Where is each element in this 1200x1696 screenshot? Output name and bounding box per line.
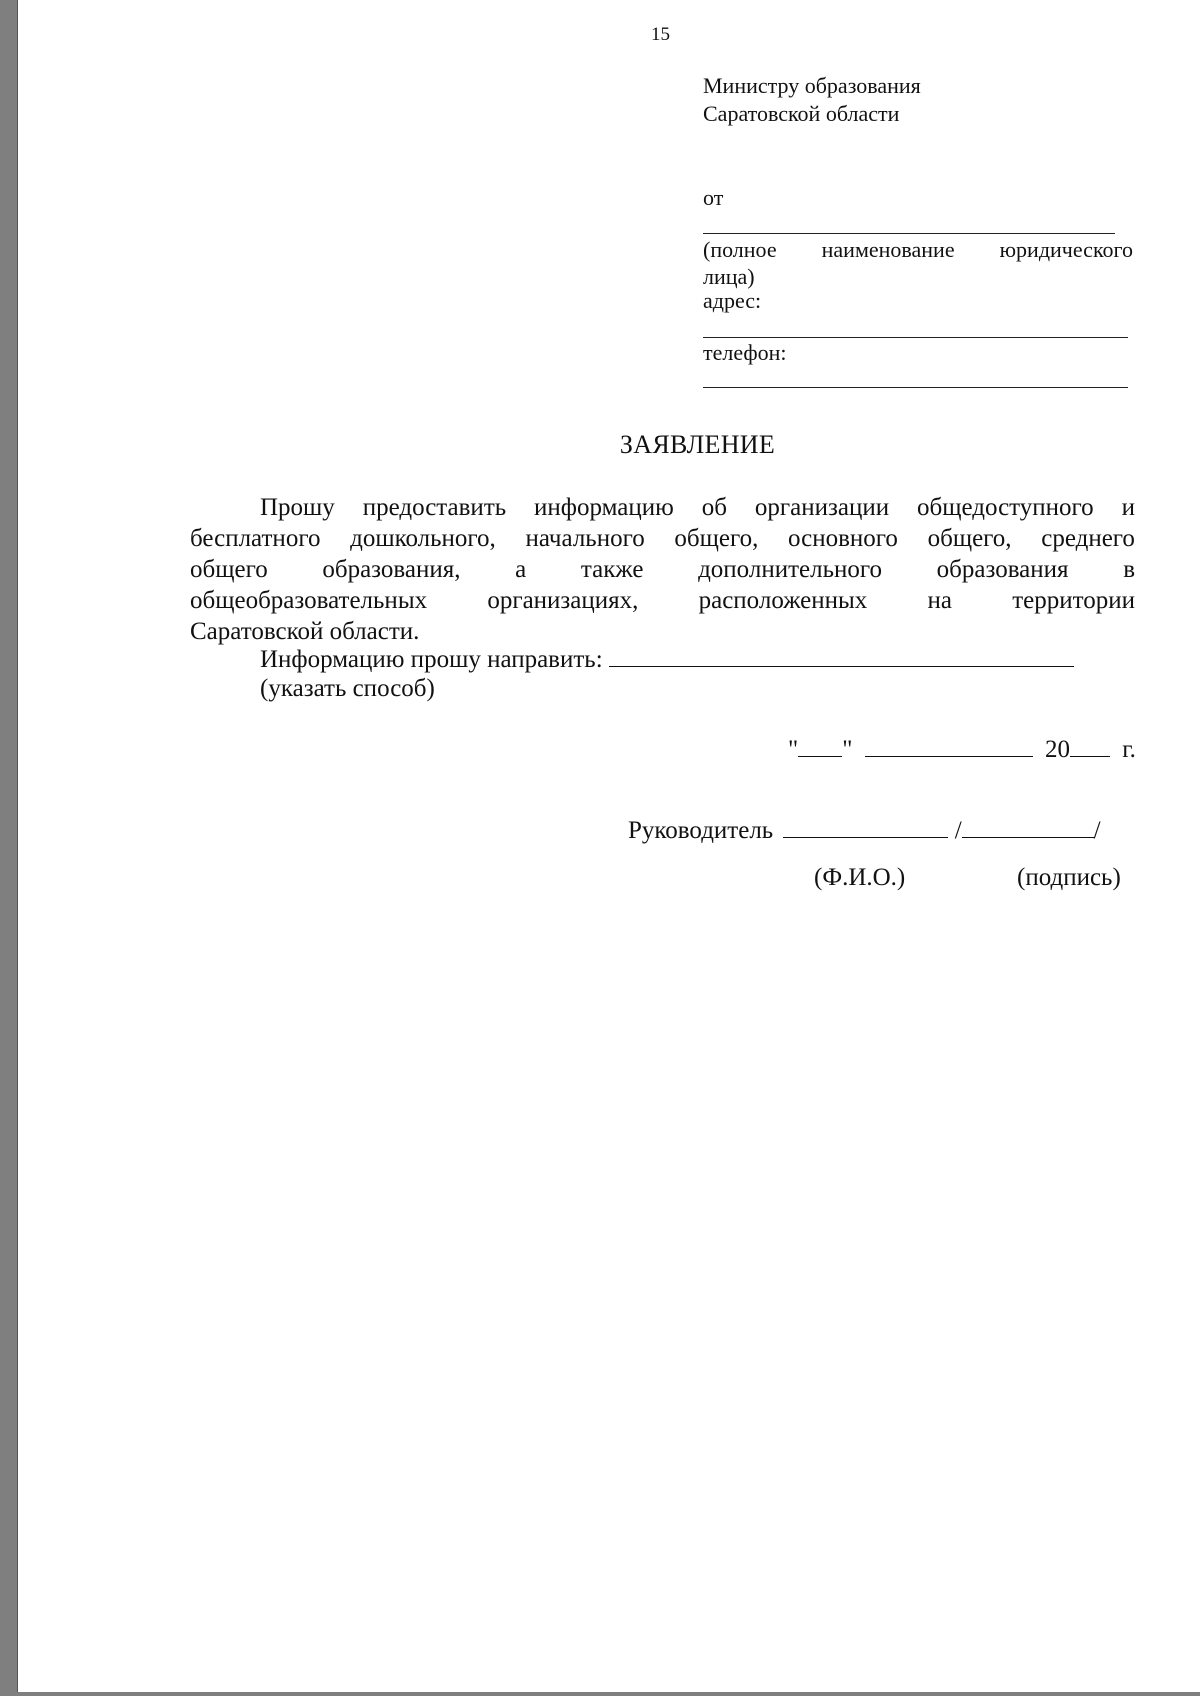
slash: / xyxy=(954,817,962,844)
word: информацию xyxy=(534,494,674,521)
send-method-hint: (указать способ) xyxy=(260,675,435,702)
word: а xyxy=(515,556,527,583)
year-suffix: г. xyxy=(1122,736,1136,763)
sign-hint: (подпись) xyxy=(1017,864,1121,891)
paragraph-line xyxy=(190,585,1135,616)
hint-word: наименование xyxy=(821,237,955,262)
send-method-label: Информацию прошу направить: xyxy=(260,646,603,673)
paragraph-line xyxy=(190,492,1135,523)
paragraph-line xyxy=(190,523,1135,554)
request-paragraph xyxy=(190,492,1135,647)
word: общего, xyxy=(674,525,759,552)
word: и xyxy=(1121,494,1135,521)
word: об xyxy=(701,494,727,521)
quote-open: " xyxy=(788,736,799,763)
word: среднего xyxy=(1041,525,1135,552)
day-blank xyxy=(798,734,842,757)
from-name-hint xyxy=(703,236,1133,290)
word: основного xyxy=(788,525,898,552)
word: Саратовской области. xyxy=(190,618,420,645)
address-label: адрес: xyxy=(703,288,762,313)
word: территории xyxy=(1012,587,1135,614)
document-title: ЗАЯВЛЕНИЕ xyxy=(619,430,776,459)
recipient-line-2: Саратовской области xyxy=(703,101,900,126)
sign-blank xyxy=(962,815,1094,838)
paragraph-line xyxy=(190,554,1135,585)
word: расположенных xyxy=(698,587,868,614)
phone-blank xyxy=(703,387,1128,388)
word: образования, xyxy=(322,556,461,583)
slash: / xyxy=(1093,817,1101,844)
word: также xyxy=(580,556,644,583)
word: Прошу xyxy=(260,494,335,521)
fio-hint: (Ф.И.О.) xyxy=(814,864,906,891)
word: общего xyxy=(190,556,268,583)
phone-label: телефон: xyxy=(703,340,787,365)
hint-tail: лица) xyxy=(703,264,755,289)
year-prefix: 20 xyxy=(1044,736,1070,763)
page-number: 15 xyxy=(651,24,670,45)
hint-word: юридического xyxy=(999,237,1133,262)
signature-row xyxy=(628,815,1101,845)
word: дошкольного, xyxy=(350,525,496,552)
word: общедоступного xyxy=(916,494,1094,521)
send-method-row xyxy=(260,644,1074,674)
hint-word: (полное xyxy=(703,237,777,262)
word: начального xyxy=(525,525,645,552)
word: организациях, xyxy=(487,587,639,614)
address-blank xyxy=(703,337,1128,338)
from-label: от xyxy=(703,185,724,210)
word: на xyxy=(927,587,952,614)
quote-close: " xyxy=(842,736,853,763)
date-row xyxy=(788,734,1136,764)
month-blank xyxy=(865,734,1033,757)
send-method-blank xyxy=(609,644,1074,667)
paragraph-line xyxy=(190,616,1135,647)
word: общеобразовательных xyxy=(190,587,428,614)
word: образования xyxy=(936,556,1069,583)
word: предоставить xyxy=(362,494,507,521)
word: дополнительного xyxy=(698,556,882,583)
recipient-line-1: Министру образования xyxy=(703,73,921,98)
year-blank xyxy=(1070,734,1110,757)
word: в xyxy=(1123,556,1135,583)
word: общего, xyxy=(927,525,1012,552)
word: бесплатного xyxy=(190,525,321,552)
fio-blank xyxy=(783,815,948,838)
signature-label: Руководитель xyxy=(628,817,774,844)
from-name-blank xyxy=(703,233,1115,234)
word: организации xyxy=(754,494,890,521)
